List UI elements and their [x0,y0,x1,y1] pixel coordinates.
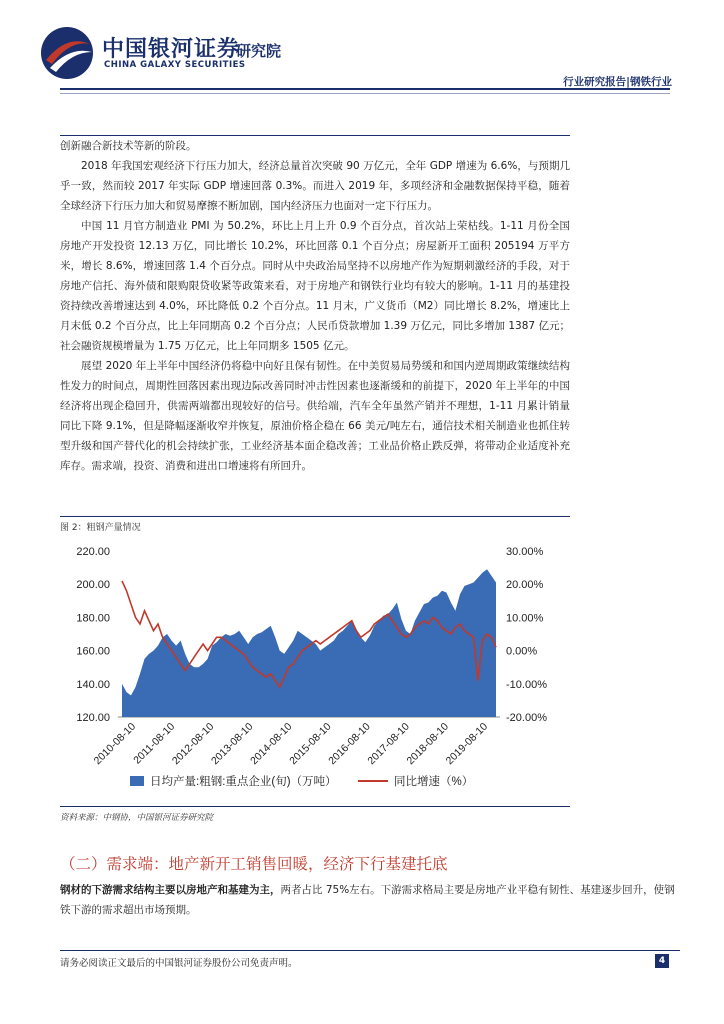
body-text [60,136,570,476]
x-tick-label: 2017-08-10 [365,720,412,768]
figure-title: 图 2：粗钢产量情况 [60,523,141,533]
x-tick-label: 2019-08-10 [443,720,491,768]
galaxy-logo-icon [38,24,96,82]
x-tick-label: 2014-08-10 [248,720,295,768]
y-right-tick-label: 0.00% [506,645,538,658]
y-right-tick-label: 20.00% [506,579,544,592]
legend-line-label: 同比增速（%） [394,776,474,788]
report-type: 行业研究报告|钢铁行业 [563,76,672,88]
section-title: （二）需求端：地产新开工销售回暖，经济下行基建托底 [60,855,448,873]
bold-lead: 钢材的下游需求结构主要以房地产和基建为主， [60,884,281,896]
paragraph: 展望 2020 年上半年中国经济仍将稳中向好且保有韧性。在中美贸易局势缓和和国内逆周期政策继续结构性发力的时间点，周期性回落因素出现边际改善同时冲击性因素也逐渐缓和的前提下，2020 年上半年的中国经济将出现企稳回升，供需两端都出现较好的信号。供给端，汽车全年虽然产销并不理想，1-11 月累计销量同比下降 9.1%，但是降幅逐渐收窄并恢复，原油价格企稳在 66 美元/吨左右，通信技术相关制造业也抓住转型升级和国产替代化的机会持续扩张，工业经济基本面企稳改善；工业品价格止跌反弹，将带动企业适度补充库存。需求端，投资、消费和进出口增速将有所回升。 [60,360,570,472]
y-right-tick-label: 30.00% [506,546,544,558]
header-rule [60,88,670,90]
x-tick-label: 2016-08-10 [326,720,373,768]
y-left-tick-label: 200.00 [76,579,110,592]
steel-output-chart [60,535,570,805]
company-name-en: CHINA GALAXY SECURITIES [104,60,246,70]
figure-source: 资料来源：中钢协，中国银河证券研究院 [60,813,214,823]
company-name-cn: 中国银河证券 [102,37,241,62]
x-tick-label: 2011-08-10 [131,720,178,767]
x-tick-label: 2012-08-10 [169,720,217,768]
x-tick-label: 2015-08-10 [287,720,334,768]
header-rule-thin [60,93,670,94]
legend-area-swatch [130,776,144,786]
y-left-tick-label: 140.00 [76,678,110,691]
footer-disclaimer: 请务必阅读正文最后的中国银河证券股份公司免责声明。 [60,958,298,969]
y-left-tick-label: 180.00 [76,612,110,625]
x-tick-label: 2010-08-10 [91,720,139,768]
section-body [60,880,680,920]
output-area-series [122,569,496,717]
footer-rule [60,950,680,951]
y-left-tick-label: 120.00 [76,712,110,724]
paragraph: 创新融合新技术等新的阶段。 [60,140,197,152]
page-number: 4 [655,954,669,968]
y-right-tick-label: 10.00% [506,612,544,625]
institute-label: 研究院 [236,42,282,60]
x-tick-label: 2013-08-10 [208,720,256,768]
figure-top-rule [60,516,570,517]
figure-bottom-rule [60,806,570,807]
y-right-tick-label: -10.00% [506,678,547,691]
section-text: 两者占比 75%左右。下游需求格局主要是房地产业平稳有韧性、基建逐步回升，使钢铁下游的需求超出市场预期。 [60,884,675,916]
y-left-tick-label: 160.00 [76,645,110,658]
x-tick-label: 2018-08-10 [404,720,452,768]
paragraph: 2018 年我国宏观经济下行压力加大，经济总量首次突破 90 万亿元，全年 GDP 增速为 6.6%，与预期几乎一致，然而较 2017 年实际 GDP 增速回落 0.3%。而进入 2019 年，多项经济和金融数据保持平稳，随着全球经济下行压力加大和贸易摩擦不断加剧，国内经济压力也面对一定下行压力。 [60,160,570,212]
paragraph: 中国 11 月官方制造业 PMI 为 50.2%，环比上月上升 0.9 个百分点，首次站上荣枯线。1-11 月份全国房地产开发投资 12.13 万亿，同比增长 10.2%，环比回落 0.1 个百分点；房屋新开工面积 205194 万平方米，增长 8.6%，增速回落 1.4 个百分点。同时从中央政治局坚持不以房地产作为短期刺激经济的手段，对于房地产信托、海外债和限购限贷收紧等政策来看，对于房地产和钢铁行业均有较大的影响。1-11 月的基建投资持续改善增速达到 4.0%，环比降低 0.2 个百分点。11 月末，广义货币（M2）同比增长 8.2%，增速比上月末低 0.2 个百分点，比上年同期高 0.2 个百分点；人民币贷款增加 1.39 万亿元，同比多增加 1387 亿元；社会融资规模增量为 1.75 万亿元，比上年同期多 1505 亿元。 [60,220,570,352]
y-right-tick-label: -20.00% [506,712,547,724]
legend-area-label: 日均产量:粗钢:重点企业(旬)（万吨） [150,776,337,788]
y-left-tick-label: 220.00 [76,546,110,558]
